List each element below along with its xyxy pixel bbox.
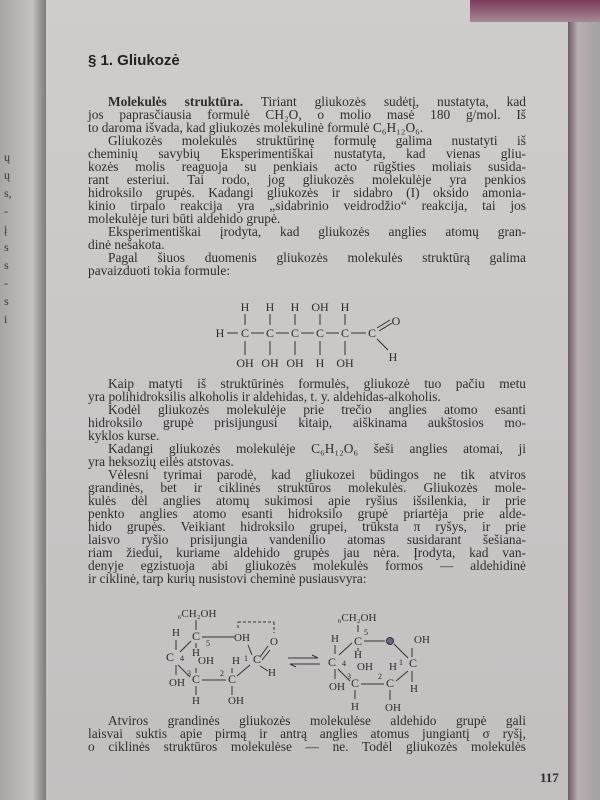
top-substituent: H [240,300,250,314]
text-line-content: Gliukozės molekulės struktūrinę formulę galima nustatyti iš [108,133,526,148]
text-line-content: hidroksilo grupė prisijungusi kitaip, aiškinama aukštosios mo- [88,415,526,430]
text-line-content: ir ciklinė, tarp kurių nusistovi cheminė pusiausvyra: [88,571,367,586]
atom-label: C [191,672,201,686]
carbon-label: C [265,326,275,340]
prev-page-fragment: ų [4,150,10,164]
top-substituent: H [265,300,275,314]
prev-page-fragment: i [4,312,8,326]
bond [394,644,408,658]
prev-page-fragment: s, [4,186,12,200]
hydrogen-label: H [388,350,398,364]
text-line-content: laisvo ryšio prisijungia vandenilio atomas susidarant šešiana- [88,532,526,547]
text-line-content: kozės molis reaguoja su penkiais acto rūgšties moliais susida- [88,159,526,174]
atom-label: ₆CH₂OH [337,612,377,624]
text-line-content: Vėlesni tyrimai parodė, kad gliukozei būdingos ne tik atviros [108,467,526,482]
text-line-content: grandinės, bet ir ciklinės struktūros molekulės. Gliukozės mole- [88,480,526,495]
text-line-content: pavaizduoti tokia formule: [88,263,231,278]
atom-label: C [252,652,262,666]
atom-label: H [192,695,200,707]
atom-label: 1 [399,658,403,667]
text-line-content: Kadangi gliukozės molekulėje C₆H₁₂O₆ šeši anglies atomai, ji [108,441,526,456]
text-line-content: yra heksozių eilės atstovas. [88,454,234,469]
atom-label: O [270,636,278,648]
atom-label: H [172,627,180,639]
atom-label: C [165,650,175,664]
atom-label: 4 [342,659,346,668]
atom-label: OH [234,632,250,644]
text-line-content: cheminių savybių Eksperimentiškai nustatyta, kad vienas gliu- [88,146,526,161]
atom-label: H [331,633,339,645]
text-line-content: Kaip matyti iš struktūrinės formulės, gliukozė tuo pačiu metu [108,376,526,391]
text-line-content: o ciklinės struktūros molekulėse — ne. Todėl gliukozės molekulės [88,739,526,754]
carbon-label: C [315,326,325,340]
top-substituent: H [290,300,300,314]
text-line-content: kyklos kurse. [88,428,160,443]
atom-label: 3 [347,672,351,681]
text-line-content: kinio tirpalo reakcija yra „sidabrinio veidrodžio“ reakcija, tai jos [88,198,526,213]
atom-label: 5 [364,628,368,637]
bond [260,666,268,671]
atom-label: OH [228,695,244,707]
text-line-content: jos paprasčiausia formulė CH₂O, o molio masė 180 g/mol. Iš [88,107,526,122]
prev-page-fragment: į [4,222,8,236]
text-line-content: Tiriant gliukozės sudėtį, nustatyta, kad [243,94,526,109]
atom-label: C [385,676,395,690]
atom-label: 2 [220,669,224,678]
atom-label: OH [169,677,185,689]
prev-page-fragment: s [4,294,9,308]
text-line-content: Kodėl gliukozės molekulėje prie trečio anglies atomo esanti [108,402,526,417]
atom-label: 3 [187,669,191,678]
atom-label: H [351,701,359,713]
atom-label: OH [329,681,345,693]
oxygen-label: O [391,314,401,328]
atom-label: H [268,667,276,679]
bottom-substituent: OH [261,356,279,370]
atom-label: OH [198,655,214,667]
atom-label: C [408,656,418,670]
bond [396,671,408,681]
carbon-label: C [240,326,250,340]
text-line-content: Atviros grandinės gliukozės molekulėse aldehido grupė gali [108,713,526,728]
atom-label: 2 [378,672,382,681]
bottom-substituent: OH [336,356,354,370]
section-title: § 1. Gliukozė [88,52,180,69]
text-line [88,740,526,753]
bond [260,646,268,657]
prev-page-fragment: s [4,258,9,272]
carbon-label: C [367,326,377,340]
hydrogen-label: H [215,326,225,340]
text-line-content: to daroma išvada, kad gliukozės molekulinė formulė C₆H₁₂O₆. [88,120,424,135]
atom-label: H [410,683,418,695]
atom-label: OH [357,661,373,673]
text-line-content: denyje egzistuoja abi gliukozės molekulės formos — aldehidinė [88,558,526,573]
atom-label: OH [414,634,430,646]
text-line-content: riam žiedui, kuriame aldehido grupės jau nėra. Įrodyta, kad van- [88,545,526,560]
text-line-content: Eksperimentiškai įrodyta, kad gliukozės anglies atomų gran- [108,224,526,239]
atom-label: 5 [206,639,210,648]
atom-label: 4 [180,654,184,663]
atom-label: H [354,649,362,661]
bottom-substituent: OH [236,356,254,370]
atom-label: 1 [244,654,248,663]
bond [180,641,191,652]
page-number: 117 [540,770,559,785]
atom-label: H [192,647,200,659]
top-substituent: H [340,300,350,314]
atom-label: H [232,655,240,667]
atom-label: C [327,655,337,669]
text-line-content: hido grupės. Veikiant hidroksilo grupei, trūksta π ryšys, ir prie [88,519,526,534]
text-line-content: hidroksilo grupės. Kadangi gliukozės ir sidabro (I) oksido amonia- [88,185,526,200]
atom-label: C [191,629,201,643]
bond [339,643,352,655]
carbon-label: C [340,326,350,340]
bond [248,645,252,655]
atom-label: C [353,634,363,648]
text-line-content: dinė nešakota. [88,237,165,252]
text-line-content: yra polihidroksilis alkoholis ir aldehidas, t. y. aldehidas-alkoholis. [88,389,441,404]
lead-bold: Molekulės struktūra. [108,94,244,109]
prev-page-fragment: ų [4,168,10,182]
bond [262,650,270,660]
top-substituent: OH [311,300,329,314]
atom-label: C [227,672,237,686]
text-line-content: laisvai suktis apie pirmą ir antrą anglies atomus jungiantį σ ryšį, [88,726,526,741]
bottom-substituent: H [315,356,325,370]
atom-label: H [389,661,397,673]
carbon-label: C [290,326,300,340]
prev-page-fragment: - [4,204,8,218]
prev-page-fragment: - [4,276,8,290]
text-line-content: rant esteriui. Tai rodo, jog gliukozės molekulėje yra penkios [88,172,526,187]
text-line-content: kulės dėl anglies atomų sukimosi apie ryšius išsilenkia, ir prie [88,493,526,508]
bottom-substituent: OH [286,356,304,370]
prev-page-fragment: s [4,240,9,254]
text-line-content: penkto anglies atomo esanti hidroksilo grupė priartėja prie alde- [88,506,526,521]
ring-oxygen-atom [387,638,394,645]
atom-label: ₆CH₂OH [177,608,217,620]
atom-label: C [350,676,360,690]
atom-label: OH [385,702,401,714]
section-rotation [88,714,526,753]
text-line-content: Pagal šiuos duomenis gliukozės molekulės struktūrą galima [108,250,526,265]
text-line-content: molekulėje turi būti aldehido grupė. [88,211,281,226]
